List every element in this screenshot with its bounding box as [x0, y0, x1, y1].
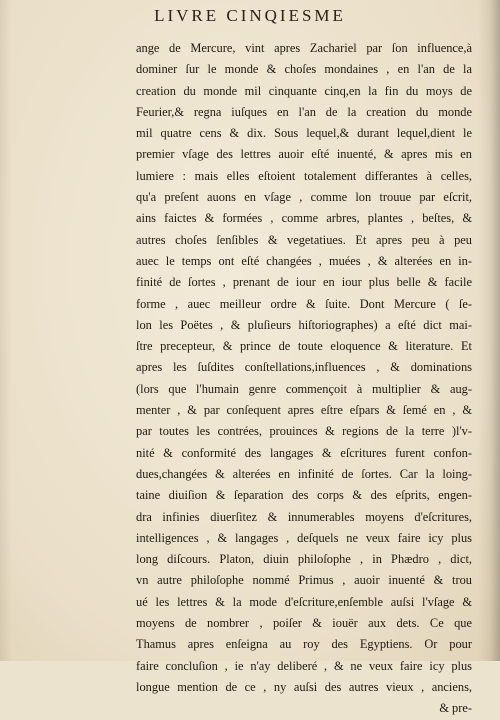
text-line: ué les lettres & la mode d'eſcriture,enſemble auſsi l'vſage &: [136, 594, 472, 609]
text-line: ange de Mercure, vint apres Zachariel par ſon influence,à: [136, 41, 472, 55]
text-line: long diſcours. Platon, diuin philoſophe , in Phædro , dict,: [136, 552, 472, 567]
text-line: premier vſage des lettres auoir eſté inuenté, & apres mis en: [136, 147, 472, 162]
page-edge-shadow: [478, 0, 500, 661]
text-line: qu'a preſent auons en vſage , comme lon trouue par eſcrit,: [136, 190, 472, 205]
text-line: nité & conformité des langages & eſcritures furent confon-: [136, 445, 472, 460]
text-line: longue mention de ce , ny auſsi des autres vieux , anciens,: [136, 679, 472, 694]
text-line: faire concluſion , ie n'ay deliberé , & ne veux faire icy plus: [136, 658, 472, 673]
text-line: auec le temps ont eſté changées , muées , & alterées en in-: [136, 253, 472, 268]
text-line: menter , & par conſequent apres eſtre eſpars & ſemé en , &: [136, 403, 472, 418]
text-line: par toutes les contrées, prouinces & regions de la terre )l'v-: [136, 424, 472, 439]
text-line: apres les ſuſdites conſtellations,influences , & dominations: [136, 360, 472, 375]
text-line: forme , auec meilleur ordre & ſuite. Dont Mercure ( ſe-: [136, 296, 472, 311]
text-line: taine diuiſion & ſeparation des corps & des eſprits, engen-: [136, 488, 472, 503]
text-line: creation du monde mil cinquante cinq,en la fin du moys de: [136, 83, 472, 98]
text-line: Thamus apres enſeigna au roy des Egyptiens. Or pour: [136, 637, 472, 652]
text-line: ains faictes & formées , comme arbres, plantes , beſtes, &: [136, 211, 472, 226]
text-line: autres choſes ſenſibles & vegetatiues. Et apres peu à peu: [136, 232, 472, 247]
text-line: mil quatre cens & dix. Sous lequel,& durant lequel,dient le: [136, 126, 472, 141]
text-line: dues,changées & alterées en infinité de ſortes. Car la loing-: [136, 466, 472, 481]
running-head: LIVRE CINQIESME: [154, 6, 346, 25]
text-line: intelligences , & langages , deſquels ne veux faire icy plus: [136, 530, 472, 545]
catchword: & pre-: [439, 701, 472, 716]
text-line: Feurier,& regna iuſques en l'an de la creation du monde: [136, 104, 472, 119]
text-line: dominer ſur le monde & choſes mondaines , en l'an de la: [136, 62, 472, 77]
text-line: lumiere : mais elles eſtoient totalement differantes à celles,: [136, 168, 472, 183]
text-line: moyens de nombrer , poiſer & iouër aux dets. Ce que: [136, 616, 472, 631]
text-line: lon les Poëtes , & pluſieurs hiſtoriographes) a eſté dict mai-: [136, 317, 472, 332]
body-text: [136, 38, 472, 720]
page-gutter-shadow: [0, 0, 12, 661]
text-line: (lors que l'humain genre commençoit à multiplier & aug-: [136, 381, 472, 396]
text-line: vn autre philoſophe nommé Primus , auoir inuenté & trou: [136, 573, 472, 588]
text-line: ſtre precepteur, & prince de toute eloquence & literature. Et: [136, 339, 472, 354]
text-line: finité de ſortes , prenant de iour en iour plus belle & facile: [136, 275, 472, 290]
text-line: dra infinies diuerſitez & innumerables moyens d'eſcritures,: [136, 509, 472, 524]
